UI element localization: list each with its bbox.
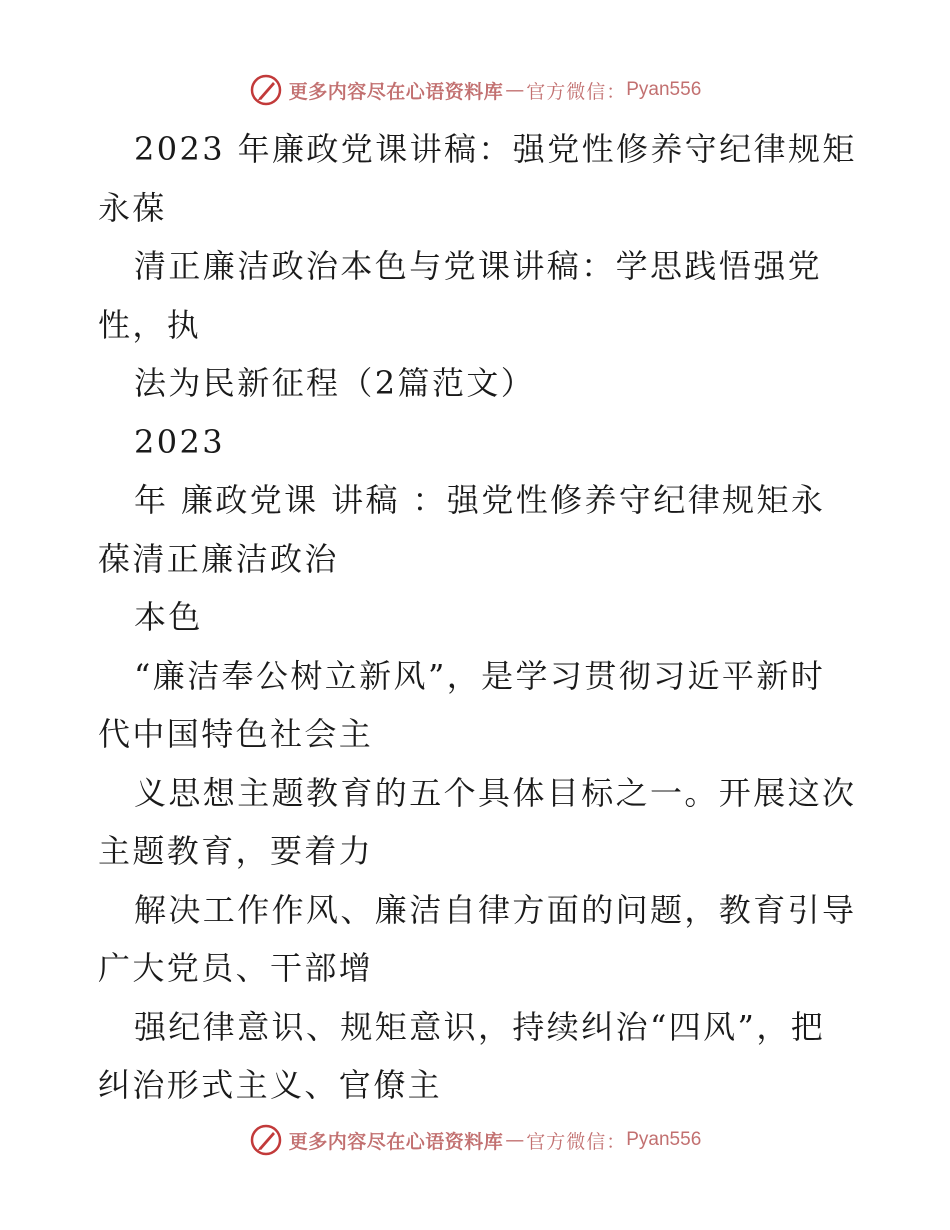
text-line: 纠治形式主义、官僚主 xyxy=(98,1066,443,1104)
text-line: 本色 xyxy=(134,598,203,636)
text-line: 葆清正廉洁政治 xyxy=(98,539,339,578)
quill-logo-icon xyxy=(249,1123,283,1157)
text-line: 强纪律意识、规矩意识，持续纠治“四风”，把 xyxy=(134,1007,826,1046)
text-line: 广大党员、干部增 xyxy=(98,949,374,987)
text-line: 解决工作作风、廉洁自律方面的问题，教育引导 xyxy=(134,890,857,929)
header-separator: — xyxy=(505,79,525,101)
quill-logo-icon xyxy=(249,73,283,107)
text-line: 法为民新征程（2篇范文） xyxy=(134,364,536,402)
footer-watermark-banner xyxy=(0,1120,950,1160)
header-wechat-id: Pyan556 xyxy=(626,79,702,100)
text-line: 性，执 xyxy=(98,305,202,344)
text-line: 2023 xyxy=(134,422,226,461)
text-line: 永葆 xyxy=(98,188,167,227)
text-line: 2023 年廉政党课讲稿：强党性修养守纪律规矩 xyxy=(134,130,857,168)
text-line: 义思想主题教育的五个具体目标之一。开展这次 xyxy=(134,773,857,812)
text-line: “廉洁奉公树立新风”，是学习贯彻习近平新时 xyxy=(134,656,826,695)
footer-brand-text: 更多内容尽在心语资料库 xyxy=(288,1130,504,1153)
footer-separator: — xyxy=(505,1129,525,1151)
header-wechat-label: 官方微信： xyxy=(526,80,627,103)
text-line: 清正廉洁政治本色与党课讲稿：学思践悟强党 xyxy=(134,247,823,285)
header-brand-text: 更多内容尽在心语资料库 xyxy=(288,80,504,103)
document-body xyxy=(98,120,858,1115)
text-line: 年 廉政党课 讲稿 ：强党性修养守纪律规矩永 xyxy=(134,481,826,519)
header-watermark-banner xyxy=(0,70,950,110)
footer-wechat-label: 官方微信： xyxy=(526,1130,627,1153)
text-line: 主题教育，要着力 xyxy=(98,832,374,870)
footer-wechat-id: Pyan556 xyxy=(626,1129,702,1150)
text-line: 代中国特色社会主 xyxy=(98,715,374,753)
